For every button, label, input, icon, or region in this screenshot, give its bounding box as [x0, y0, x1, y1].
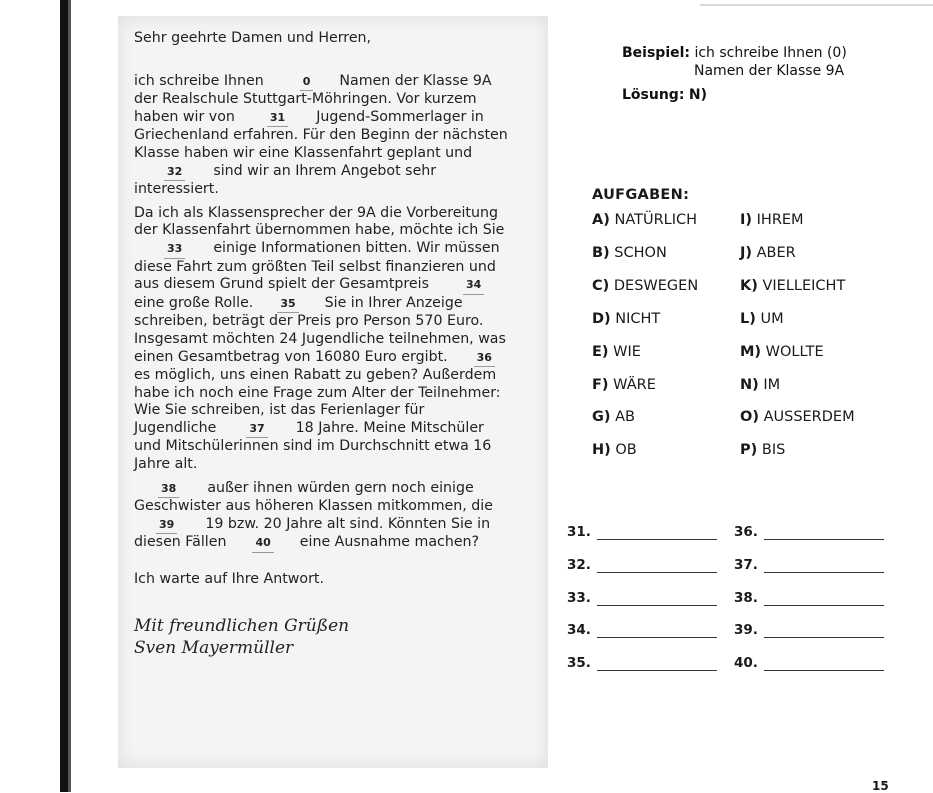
book-spine: [60, 0, 68, 792]
gap-number-34: 34: [463, 276, 484, 295]
example-text: ich schreibe Ihnen (0): [694, 45, 847, 61]
letter-text: der Klassenfahrt übernommen habe, möchte ich Sie: [134, 222, 505, 239]
option-key: P): [740, 442, 758, 458]
option-f: [592, 377, 656, 393]
option-key: K): [740, 278, 758, 294]
option-word: VIELLEICHT: [757, 278, 846, 294]
letter-text: einige Informationen bitten. Wir müssen: [213, 239, 500, 256]
option-c: [592, 278, 698, 294]
letter-text: diesen Fällen: [134, 534, 227, 551]
option-word: NICHT: [610, 311, 661, 327]
option-word: OB: [610, 442, 637, 458]
gap-number-39: 39: [156, 516, 177, 535]
answer-number: 37.: [734, 557, 758, 573]
option-key: B): [592, 245, 610, 261]
letter-text: Griechenland erfahren. Für den Beginn der nächsten: [134, 127, 508, 144]
gap-number-36: 36: [474, 349, 495, 368]
answer-number: 40.: [734, 655, 758, 671]
letter-text: Klasse haben wir eine Klassenfahrt geplant und: [134, 144, 473, 161]
option-n: [740, 377, 780, 393]
option-key: H): [592, 442, 611, 458]
option-word: IHREM: [752, 212, 804, 228]
letter-text: aus diesem Grund spielt der Gesamtpreis: [134, 276, 429, 293]
letter-text: Geschwister aus höheren Klassen mitkommen, die: [134, 498, 493, 515]
option-word: ABER: [752, 245, 796, 261]
option-word: BIS: [757, 442, 786, 458]
letter-text: 19 bzw. 20 Jahre alt sind. Könnten Sie in: [205, 515, 491, 532]
answer-line[interactable]: [764, 636, 884, 638]
letter-text: Ich warte auf Ihre Antwort.: [134, 571, 324, 588]
letter-text: Insgesamt möchten 24 Jugendliche teilnehmen, was: [134, 330, 506, 347]
letter-text: haben wir von: [134, 108, 235, 125]
answer-number: 36.: [734, 524, 758, 540]
option-word: IM: [758, 377, 781, 393]
answer-number: 32.: [567, 557, 591, 573]
letter-text: es möglich, uns einen Rabatt zu geben? Außerdem: [134, 367, 497, 384]
letter-text: Jahre alt.: [134, 456, 198, 473]
letter-text: der Realschule Stuttgart-Möhringen. Vor kurzem: [134, 91, 477, 108]
letter-text: Namen der Klasse 9A: [339, 72, 492, 89]
gap-number-33: 33: [164, 240, 185, 259]
answer-blank-35[interactable]: [567, 655, 717, 671]
example-label: Beispiel:: [622, 45, 691, 61]
letter-text: eine große Rolle.: [134, 294, 254, 311]
letter-text: habe ich noch eine Frage zum Alter der Teilnehmer:: [134, 384, 501, 401]
answer-blank-40[interactable]: [734, 655, 884, 671]
letter-text: und Mitschülerinnen sind im Durchschnitt etwa 16: [134, 438, 492, 455]
answer-line[interactable]: [597, 538, 717, 540]
gap-number-31: 31: [267, 109, 288, 128]
letter-text: 18 Jahre. Meine Mitschüler: [295, 419, 484, 436]
letter-text: ich schreibe Ihnen: [134, 72, 264, 89]
answer-line[interactable]: [597, 604, 717, 606]
answer-line[interactable]: [597, 571, 717, 573]
answer-number: 33.: [567, 590, 591, 606]
gap-number-40: 40: [252, 534, 273, 553]
answer-blank-34[interactable]: [567, 622, 717, 638]
option-m: [740, 344, 824, 360]
option-l: [740, 311, 784, 327]
closing: Mit freundlichen Grüßen: [134, 615, 350, 636]
option-word: NATÜRLICH: [609, 212, 698, 228]
answer-blank-38[interactable]: [734, 590, 884, 606]
option-key: C): [592, 278, 610, 294]
answer-blank-37[interactable]: [734, 557, 884, 573]
solution-value: N): [688, 87, 708, 103]
option-key: D): [592, 311, 611, 327]
gap-number-35: 35: [277, 295, 298, 314]
answer-line[interactable]: [764, 571, 884, 573]
answer-number: 31.: [567, 524, 591, 540]
gap-number-0: 0: [300, 73, 314, 92]
option-word: WOLLTE: [761, 344, 824, 360]
option-d: [592, 311, 660, 327]
option-g: [592, 409, 635, 425]
option-key: O): [740, 409, 759, 425]
letter-text: außer ihnen würden gern noch einige: [207, 479, 474, 496]
option-word: UM: [755, 311, 784, 327]
answer-blank-32[interactable]: [567, 557, 717, 573]
letter-text: Jugendliche: [134, 419, 217, 436]
option-o: [740, 409, 855, 425]
answer-number: 34.: [567, 622, 591, 638]
letter-card: [118, 16, 548, 768]
page-number: 15: [872, 779, 889, 793]
option-word: WIE: [608, 344, 641, 360]
answer-line[interactable]: [597, 636, 717, 638]
solution-label: Lösung:: [622, 87, 685, 103]
letter-text: Wie Sie schreiben, ist das Ferienlager für: [134, 402, 425, 419]
answer-number: 39.: [734, 622, 758, 638]
answer-line[interactable]: [764, 669, 884, 671]
option-key: G): [592, 409, 611, 425]
option-e: [592, 344, 641, 360]
greeting: Sehr geehrte Damen und Herren,: [134, 30, 372, 46]
option-key: L): [740, 311, 756, 327]
gap-number-38: 38: [158, 480, 179, 499]
top-edge-line: [700, 4, 933, 6]
option-h: [592, 442, 637, 458]
letter-text: sind wir an Ihrem Angebot sehr: [213, 162, 437, 179]
letter-text: Jugend-Sommerlager in: [316, 108, 484, 125]
option-key: A): [592, 212, 610, 228]
answer-number: 38.: [734, 590, 758, 606]
book-spine-shadow: [68, 0, 71, 792]
answer-line[interactable]: [764, 604, 884, 606]
option-word: AB: [610, 409, 636, 425]
letter-text: schreiben, beträgt der Preis pro Person 570 Euro.: [134, 313, 484, 330]
option-key: F): [592, 377, 609, 393]
answer-line[interactable]: [597, 669, 717, 671]
answer-line[interactable]: [764, 538, 884, 540]
option-b: [592, 245, 667, 261]
option-key: N): [740, 377, 759, 393]
answer-blank-33[interactable]: [567, 590, 717, 606]
example-text-2: Namen der Klasse 9A: [694, 63, 845, 79]
option-word: AUSSERDEM: [758, 409, 855, 425]
gap-number-32: 32: [164, 163, 185, 182]
option-key: E): [592, 344, 609, 360]
aufgaben-title: AUFGABEN:: [592, 187, 690, 203]
signature: Sven Mayermüller: [134, 637, 294, 658]
gap-number-37: 37: [246, 420, 267, 439]
option-i: [740, 212, 804, 228]
option-word: DESWEGEN: [609, 278, 699, 294]
answer-blank-39[interactable]: [734, 622, 884, 638]
option-word: WÄRE: [608, 377, 656, 393]
answer-number: 35.: [567, 655, 591, 671]
option-key: I): [740, 212, 753, 228]
option-word: SCHON: [609, 245, 667, 261]
option-key: J): [740, 245, 753, 261]
letter-text: eine Ausnahme machen?: [299, 534, 480, 551]
answer-blank-31[interactable]: [567, 524, 717, 540]
letter-text: diese Fahrt zum größten Teil selbst finanzieren und: [134, 258, 496, 275]
option-key: M): [740, 344, 762, 360]
letter-text: Sie in Ihrer Anzeige: [324, 294, 463, 311]
option-k: [740, 278, 845, 294]
answer-blank-36[interactable]: [734, 524, 884, 540]
letter-text: einen Gesamtbetrag von 16080 Euro ergibt.: [134, 348, 448, 365]
letter-text: Da ich als Klassensprecher der 9A die Vorbereitung: [134, 204, 498, 221]
example-box: [622, 44, 847, 104]
letter-text: interessiert.: [134, 181, 219, 198]
option-p: [740, 442, 785, 458]
option-j: [740, 245, 796, 261]
option-a: [592, 212, 697, 228]
